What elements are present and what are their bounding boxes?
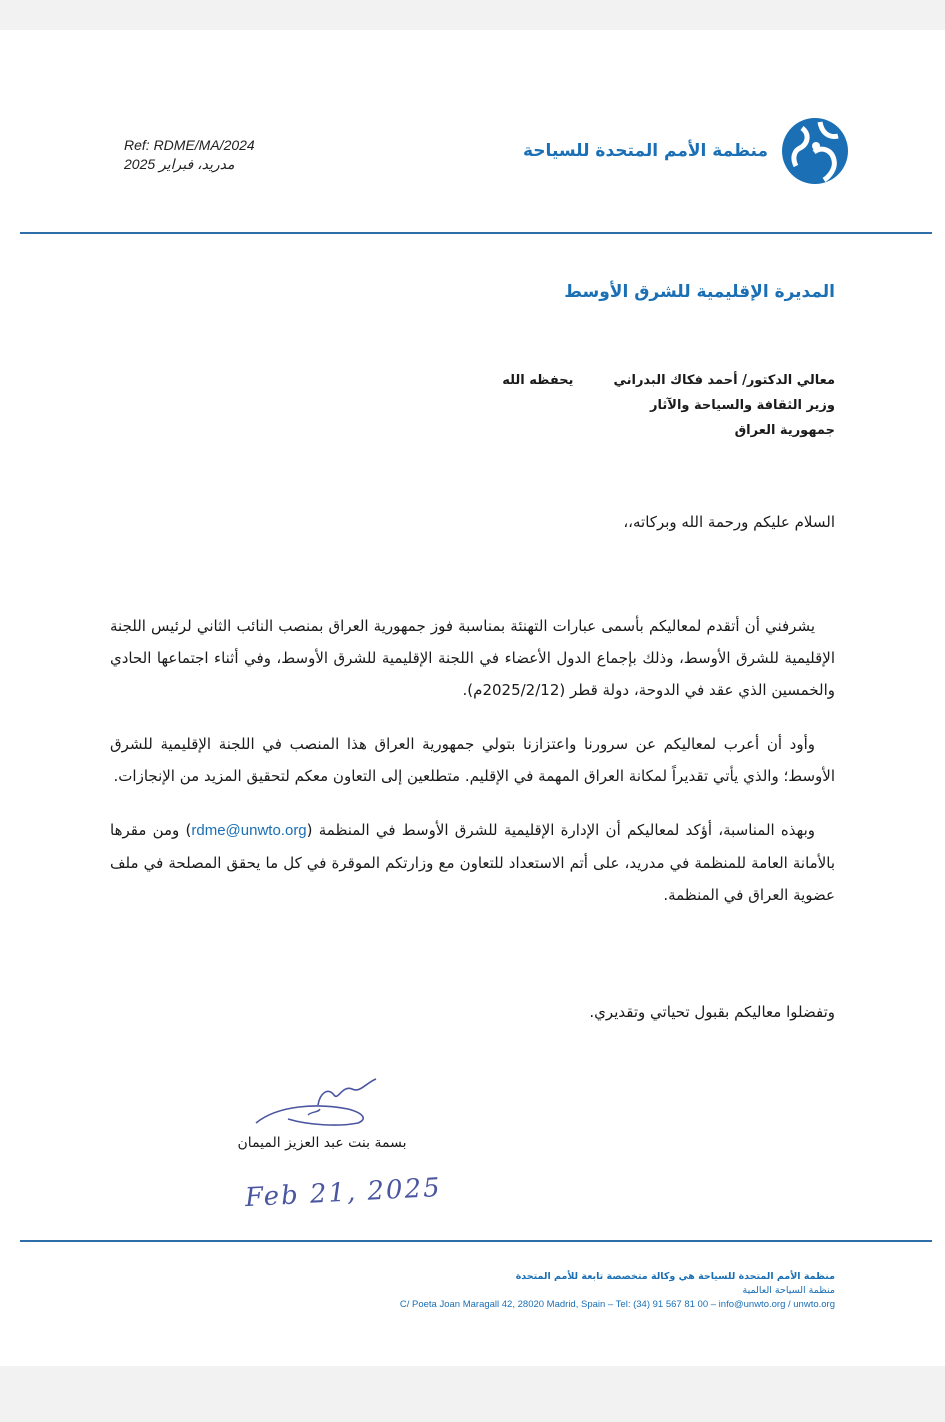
closing-line: وتفضلوا معاليكم بقبول تحياتي وتقديري. (589, 1003, 835, 1021)
letter-page (0, 30, 945, 1366)
footer (315, 1270, 835, 1312)
unwto-globe-icon (780, 116, 850, 186)
organization-name: منظمة الأمم المتحدة للسياحة (523, 141, 768, 161)
addressee-name: معالي الدكتور/ أحمد فكاك البدراني (613, 373, 835, 388)
body-paragraph-3-start: وبهذه المناسبة، أؤكد لمعاليكم أن الإدارة الإقليمية للشرق الأوسط في المنظمة ( (306, 821, 816, 839)
letter-date: مدريد، فبراير 2025 (124, 156, 235, 172)
greeting: السلام عليكم ورحمة الله وبركاته،، (623, 513, 835, 531)
footer-agency-note: منظمة الأمم المتحدة للسياحة هي وكالة متخصصة تابعة للأمم المتحدة (515, 1271, 835, 1282)
footer-org-name: منظمة السياحة العالمية (742, 1285, 835, 1296)
body-paragraph-3 (110, 814, 835, 911)
addressee-honorific: يحفظه الله (502, 373, 574, 388)
handwritten-date: Feb 21, 2025 (244, 1172, 443, 1214)
letter-body (110, 610, 835, 933)
body-paragraph-2: وأود أن أعرب لمعاليكم عن سرورنا واعتزازنا بتولي جمهورية العراق هذا المنصب في اللجنة الإقليمية للشرق الأوسط؛ والذي يأتي تقديراً لمكانة العراق المهمة في الإقليم. متطلعين إلى التعاون معكم لتحقيق المزيد من الإنجازات. (110, 735, 835, 785)
organization-brand (523, 116, 850, 186)
signer-name: بسمة بنت عبد العزيز الميمان (237, 1135, 407, 1151)
addressee-country: جمهورية العراق (734, 423, 835, 438)
email-link[interactable]: rdme@unwto.org (191, 822, 307, 839)
addressee-name-row (335, 368, 835, 393)
reference-number: Ref: RDME/MA/2024 (124, 137, 255, 153)
reference-block (124, 136, 255, 174)
footer-divider (20, 1240, 932, 1242)
addressee-title: وزير الثقافة والسياحة والآثار (650, 398, 835, 413)
body-paragraph-1: يشرفني أن أتقدم لمعاليكم بأسمى عبارات التهنئة بمناسبة فوز جمهورية العراق بمنصب النائب الثاني لرئيس اللجنة الإقليمية للشرق الأوسط، وذلك بإجماع الدول الأعضاء في اللجنة الإقليمية للشرق الأوسط، وفي أثناء اجتماعها الحادي والخمسين الذي عقد في الدوحة، دولة قطر (2025/2/12م). (110, 617, 835, 699)
footer-address: C/ Poeta Joan Maragall 42, 28020 Madrid, Spain – Tel: (34) 91 567 81 00 – info@unwto.org / unwto.org (399, 1299, 835, 1310)
body-paragraph-3-end: ) ومن مقرها بالأمانة العامة للمنظمة في مدريد، على أتم الاستعداد للتعاون مع وزارتكم الموقرة في كل ما يحقق المصلحة في ملف عضوية العراق في المنظمة. (110, 821, 835, 904)
header-divider (20, 232, 932, 234)
sender-title: المديرة الإقليمية للشرق الأوسط (564, 282, 835, 302)
signature-image (248, 1075, 388, 1135)
addressee-block (335, 368, 835, 443)
